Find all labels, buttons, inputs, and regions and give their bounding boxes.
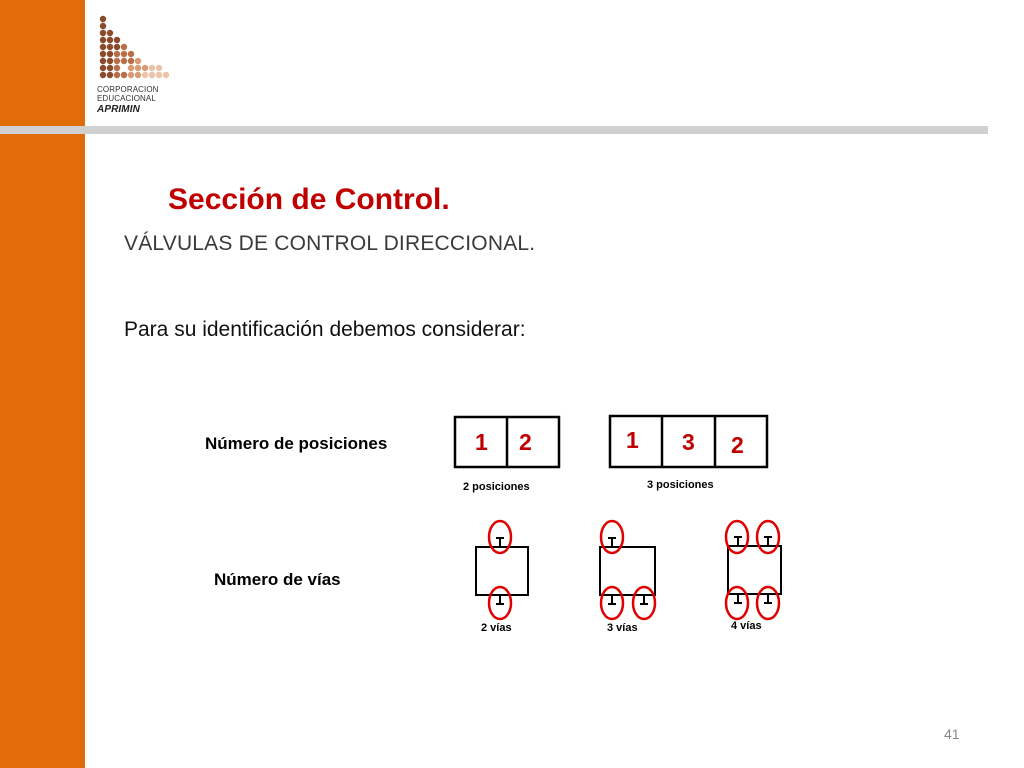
slide-body-text: Para su identificación debemos considerar:	[124, 318, 526, 341]
position-number: 1	[475, 429, 488, 455]
four-vias-caption: 4 vías	[731, 620, 762, 632]
two-vias-caption: 2 vías	[481, 622, 512, 634]
vias-label: Número de vías	[214, 570, 341, 589]
two-vias-symbol	[476, 538, 528, 604]
slide-subtitle: VÁLVULAS DE CONTROL DIRECCIONAL.	[124, 232, 536, 255]
position-number: 1	[626, 427, 639, 453]
port-highlight-circles	[489, 521, 779, 619]
position-number: 2	[731, 432, 744, 458]
two-positions-caption: 2 posiciones	[463, 481, 530, 493]
three-vias-caption: 3 vías	[607, 622, 638, 634]
position-number: 3	[682, 429, 695, 455]
position-number: 2	[519, 429, 532, 455]
page-number: 41	[944, 726, 960, 742]
four-vias-symbol	[728, 537, 781, 603]
logo-text-line-3: APRIMIN	[97, 104, 140, 115]
three-vias-symbol	[600, 538, 655, 604]
positions-label: Número de posiciones	[205, 434, 388, 453]
two-positions-box	[455, 417, 559, 467]
slide-title: Sección de Control.	[168, 183, 450, 216]
logo-text-line-1: CORPORACION	[97, 85, 159, 94]
three-positions-caption: 3 posiciones	[647, 479, 714, 491]
logo-text-line-2: EDUCACIONAL	[97, 94, 156, 103]
